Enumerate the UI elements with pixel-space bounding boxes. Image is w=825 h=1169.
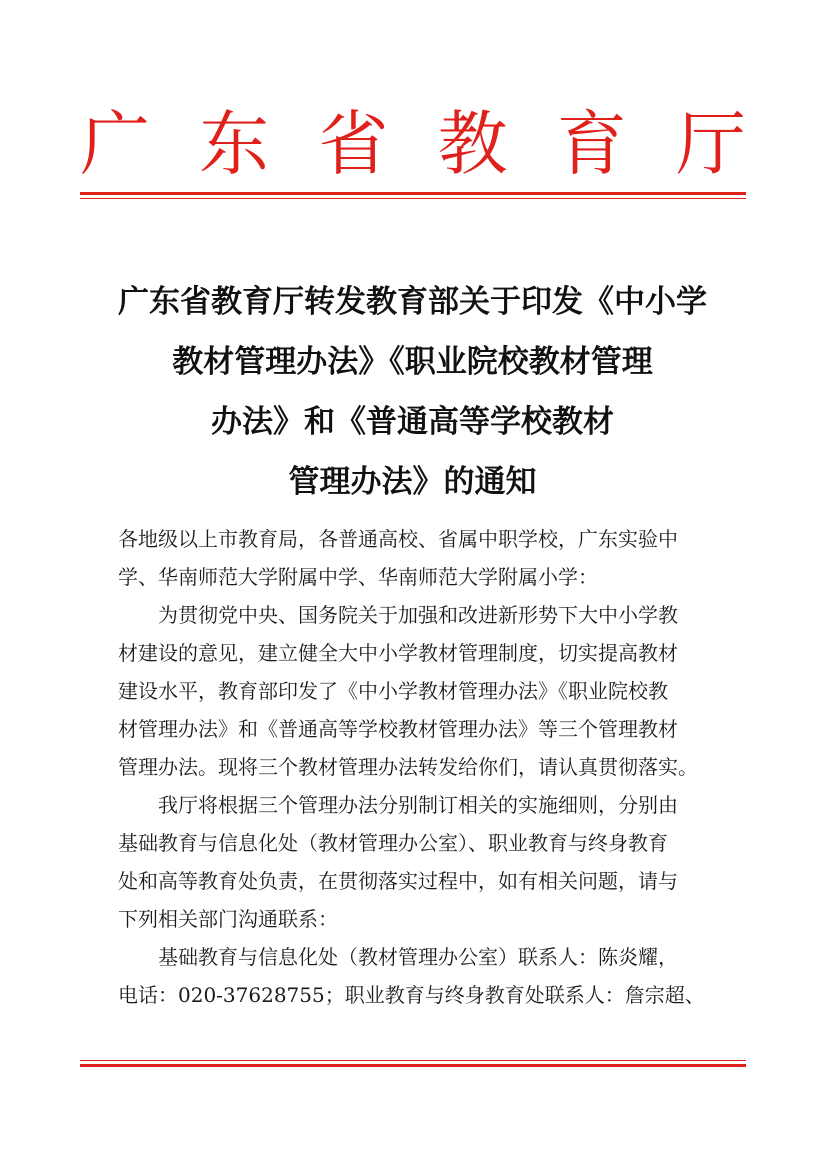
footer-divider-thin (80, 1060, 746, 1061)
title-line: 广东省教育厅转发教育部关于印发《中小学 (118, 284, 707, 320)
paragraph-1 (118, 596, 733, 786)
body-line: 下列相关部门沟通联系： (118, 907, 338, 931)
title-line: 教材管理办法》《职业院校教材管理 (172, 344, 653, 380)
footer-divider-thick (80, 1064, 746, 1067)
body-line: 基础教育与信息化处（教材管理办公室）、职业教育与终身教育 (118, 831, 668, 855)
document-title (60, 272, 765, 512)
letterhead-char: 东 (199, 103, 270, 185)
document-body (118, 520, 733, 1014)
body-line: 基础教育与信息化处（教材管理办公室）联系人：陈炎耀， (158, 945, 678, 969)
letterhead-char: 育 (556, 103, 627, 185)
body-line: 管理办法。现将三个教材管理办法转发给你们，请认真贯彻落实。 (118, 755, 698, 779)
body-line: 为贯彻党中央、国务院关于加强和改进新形势下大中小学教 (158, 603, 678, 627)
salutation (118, 520, 733, 596)
body-line: 处和高等教育处负责，在贯彻落实过程中，如有相关问题，请与 (118, 869, 678, 893)
body-line: 我厅将根据三个管理办法分别制订相关的实施细则，分别由 (158, 793, 678, 817)
body-line: 电话：020-37628755；职业教育与终身教育处联系人：詹宗超、 (118, 983, 705, 1007)
letterhead (80, 96, 746, 192)
letterhead-divider-thick (80, 192, 746, 195)
body-line: 材建设的意见，建立健全大中小学教材管理制度，切实提高教材 (118, 641, 678, 665)
paragraph-3 (118, 938, 733, 1014)
letterhead-char: 厅 (675, 103, 746, 185)
title-line: 管理办法》的通知 (288, 464, 537, 500)
body-line: 材管理办法》和《普通高等学校教材管理办法》等三个管理教材 (118, 717, 678, 741)
letterhead-char: 教 (437, 103, 508, 185)
letterhead-char: 广 (80, 103, 150, 185)
body-line: 学、华南师范大学附属中学、华南师范大学附属小学： (118, 565, 598, 589)
title-line: 办法》和《普通高等学校教材 (211, 404, 614, 440)
body-line: 各地级以上市教育局，各普通高校、省属中职学校，广东实验中 (118, 527, 678, 551)
letterhead-char: 省 (318, 103, 389, 185)
body-line: 建设水平，教育部印发了《中小学教材管理办法》《职业院校教 (118, 679, 668, 703)
paragraph-2 (118, 786, 733, 938)
letterhead-divider-thin (80, 198, 746, 199)
